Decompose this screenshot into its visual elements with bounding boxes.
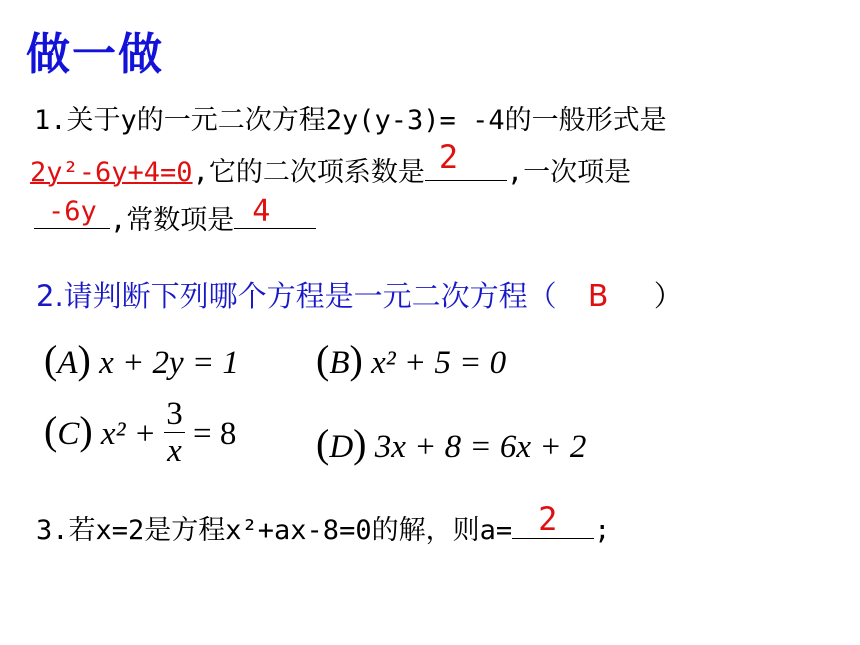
question-2-close: ） [653,279,683,313]
option-b: (B) x² + 5 = 0 [316,337,507,382]
question-1-line-1: 1.关于y的一元二次方程2y(y-3)= -4的一般形式是 [34,105,667,136]
linear-answer: -6y [48,196,97,227]
option-b-expr: x² + 5 = 0 [371,345,507,381]
question-2 [36,274,683,315]
page-title: 做一做 [26,29,164,80]
option-d-expr: 3x + 8 = 6x + 2 [374,429,587,465]
fraction-denominator: x [167,433,182,469]
question-3-answer: 2 [538,500,558,538]
question-3-text: 3.若x=2是方程x²+ax-8=0的解，则a= [36,515,513,546]
option-b-label: B [329,345,350,381]
const-label: ,常数项是 [110,205,235,236]
general-form-answer: 2y²-6y+4=0 [30,157,193,188]
question-3-end: ; [594,515,611,546]
option-c: (C) x² + $\frac{3}{x}$ = 8 [44,396,237,469]
question-3 [36,500,611,547]
const-blank [234,194,316,229]
const-answer: 4 [252,194,271,229]
option-c-fraction [164,396,185,469]
question-1-line-2 [30,138,632,189]
linear-blank [34,198,110,229]
coef-label: ,它的二次项系数是 [192,157,425,188]
question-2-text: 2.请判断下列哪个方程是一元二次方程（ [36,279,557,313]
coef-blank [425,138,507,181]
question-2-answer: B [587,279,609,314]
coef-answer: 2 [438,138,459,176]
question-1-line-3 [34,194,316,237]
question-3-blank [512,500,594,539]
option-c-expr-left: x² + [100,416,156,453]
option-c-label: C [57,416,80,453]
option-a-label: A [57,345,78,381]
fraction-numerator: 3 [166,396,183,432]
option-c-expr-right: = 8 [192,416,237,453]
option-a: (A) x + 2y = 1 [44,337,239,382]
option-d-label: D [329,429,354,465]
option-d: (D) 3x + 8 = 6x + 2 [316,421,587,466]
linear-label: ,一次项是 [506,157,632,188]
option-a-expr: x + 2y = 1 [99,345,239,381]
